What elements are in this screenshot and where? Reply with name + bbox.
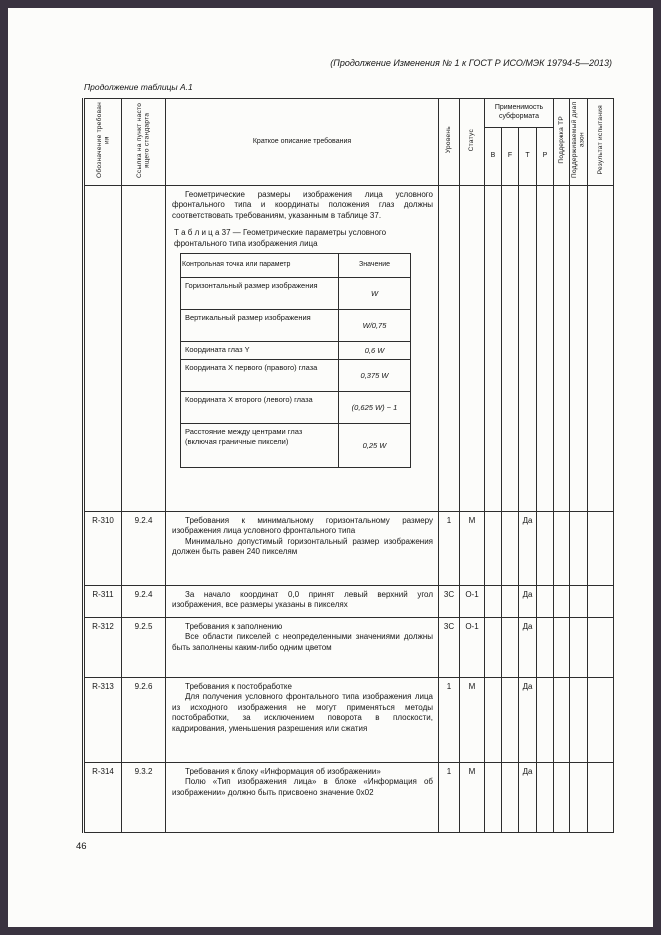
subformat-t-cell: Да xyxy=(519,617,537,677)
tr-support-cell xyxy=(554,185,570,511)
header-description: Краткое описание требования xyxy=(166,99,439,186)
inner-param: Горизонтальный размер изображения xyxy=(181,278,339,310)
subformat-t-cell: Да xyxy=(519,677,537,762)
subformat-t-cell xyxy=(519,185,537,511)
status-cell: М xyxy=(460,677,485,762)
subformat-p-cell xyxy=(537,585,554,617)
req-desc-cell xyxy=(166,185,439,511)
header-level-label: Уровень xyxy=(445,126,453,154)
doc-header-note: (Продолжение Изменения № 1 к ГОСТ Р ИСО/МЭК 19794-5—2013) xyxy=(330,58,612,68)
level-cell: 1 xyxy=(439,511,460,585)
table-caption: Продолжение таблицы А.1 xyxy=(84,82,193,92)
req-desc-cell xyxy=(166,762,439,832)
table37-title: Т а б л и ц а 37 — Геометрические параметры условного фронтального типа изображения лица xyxy=(174,228,387,248)
desc-paragraph: Требования к заполнению xyxy=(185,621,283,631)
requirements-table xyxy=(82,98,614,833)
header-tr-support xyxy=(554,99,570,186)
tr-support-cell xyxy=(554,617,570,677)
tr-support-cell xyxy=(554,585,570,617)
document-page xyxy=(8,8,653,927)
result-cell xyxy=(588,677,614,762)
level-cell: 1 xyxy=(439,677,460,762)
req-id-cell: R-313 xyxy=(84,677,122,762)
desc-paragraph: Геометрические размеры изображения лица условного фронтального типа и координаты положения глаз должны соответствовать требованиям, указанным в таблице 37. xyxy=(172,189,433,220)
inner-param: Вертикальный размер изображения xyxy=(181,310,339,342)
tr-support-cell xyxy=(554,762,570,832)
subformat-p-cell xyxy=(537,511,554,585)
header-subformat: Применимость субформата xyxy=(485,99,554,128)
result-cell xyxy=(588,185,614,511)
subformat-b-cell xyxy=(485,185,502,511)
header-level xyxy=(439,99,460,186)
level-cell: 3С xyxy=(439,585,460,617)
req-id-cell: R-310 xyxy=(84,511,122,585)
range-cell xyxy=(570,677,588,762)
subformat-b-cell xyxy=(485,617,502,677)
status-cell: О-1 xyxy=(460,585,485,617)
header-reference-label: Ссылка на пункт настоящего стандарта xyxy=(136,102,151,178)
inner-value: 0,375 W xyxy=(339,360,411,392)
header-range-label: Поддерживаемый диапазон xyxy=(571,101,586,179)
status-cell: О-1 xyxy=(460,617,485,677)
desc-paragraph: Полю «Тип изображения лица» в блоке «Информация об изображении» должно быть присвоено значение 0х02 xyxy=(172,777,433,797)
tr-support-cell xyxy=(554,511,570,585)
req-id-cell: R-312 xyxy=(84,617,122,677)
subformat-t-cell: Да xyxy=(519,585,537,617)
range-cell xyxy=(570,185,588,511)
inner-header-param: Контрольная точка или параметр xyxy=(181,254,339,278)
level-cell xyxy=(439,185,460,511)
range-cell xyxy=(570,617,588,677)
range-cell xyxy=(570,762,588,832)
inner-row xyxy=(181,392,411,424)
req-id-cell xyxy=(84,185,122,511)
inner-value: 0,25 W xyxy=(339,424,411,468)
header-reference xyxy=(122,99,166,186)
result-cell xyxy=(588,511,614,585)
inner-row xyxy=(181,342,411,360)
desc-paragraph: Минимально допустимый горизонтальный размер изображения должен быть равен 240 пикселям xyxy=(172,536,433,556)
range-cell xyxy=(570,585,588,617)
inner-value: W/0,75 xyxy=(339,310,411,342)
header-designation xyxy=(84,99,122,186)
header-status xyxy=(460,99,485,186)
subformat-p-cell xyxy=(537,762,554,832)
subformat-b-cell xyxy=(485,677,502,762)
inner-value: (0,625 W) − 1 xyxy=(339,392,411,424)
subformat-t-cell: Да xyxy=(519,511,537,585)
req-desc-cell xyxy=(166,585,439,617)
clause-ref-cell: 9.2.6 xyxy=(122,677,166,762)
req-desc-cell xyxy=(166,677,439,762)
header-tr-support-label: Поддержка ТР xyxy=(557,116,565,164)
clause-ref-cell: 9.2.5 xyxy=(122,617,166,677)
inner-header-value: Значение xyxy=(339,254,411,278)
header-range xyxy=(570,99,588,186)
inner-row xyxy=(181,310,411,342)
desc-paragraph: Требования к блоку «Информация об изображении» xyxy=(185,766,381,776)
inner-value: W xyxy=(339,278,411,310)
clause-ref-cell: 9.2.4 xyxy=(122,511,166,585)
result-cell xyxy=(588,617,614,677)
inner-row xyxy=(181,278,411,310)
table-row xyxy=(84,762,614,832)
header-subformat-f: F xyxy=(502,127,519,185)
header-result-label: Результат испытания xyxy=(596,105,604,175)
clause-ref-cell: 9.2.4 xyxy=(122,585,166,617)
result-cell xyxy=(588,585,614,617)
subformat-f-cell xyxy=(502,585,519,617)
inner-row xyxy=(181,424,411,468)
inner-param: Координата X второго (левого) глаза xyxy=(181,392,339,424)
inner-param: Координата X первого (правого) глаза xyxy=(181,360,339,392)
req-desc-cell xyxy=(166,511,439,585)
header-result xyxy=(588,99,614,186)
subformat-p-cell xyxy=(537,677,554,762)
subformat-t-cell: Да xyxy=(519,762,537,832)
header-designation-label: Обозначение требования xyxy=(95,101,110,179)
req-desc-cell xyxy=(166,617,439,677)
status-cell: М xyxy=(460,511,485,585)
req-id-cell: R-314 xyxy=(84,762,122,832)
table-row xyxy=(84,585,614,617)
header-subformat-p: P xyxy=(537,127,554,185)
clause-ref-cell xyxy=(122,185,166,511)
header-subformat-b: B xyxy=(485,127,502,185)
subformat-b-cell xyxy=(485,511,502,585)
result-cell xyxy=(588,762,614,832)
inner-row xyxy=(181,360,411,392)
subformat-b-cell xyxy=(485,762,502,832)
table-row xyxy=(84,677,614,762)
clause-ref-cell: 9.3.2 xyxy=(122,762,166,832)
subformat-p-cell xyxy=(537,185,554,511)
range-cell xyxy=(570,511,588,585)
level-cell: 3С xyxy=(439,617,460,677)
desc-paragraph: Требования к постобработке xyxy=(185,681,292,691)
req-id-cell: R-311 xyxy=(84,585,122,617)
table-row xyxy=(84,617,614,677)
desc-paragraph: Требования к минимальному горизонтальному размеру изображения лица условного фронтального типа xyxy=(172,515,433,535)
status-cell xyxy=(460,185,485,511)
header-subformat-t: T xyxy=(519,127,537,185)
status-cell: М xyxy=(460,762,485,832)
table37-geometry xyxy=(180,253,411,468)
desc-paragraph: Все области пикселей с неопределенными значениями должны быть заполнены каким-либо одним цветом xyxy=(172,632,433,652)
inner-param: Расстояние между центрами глаз (включая граничные пиксели) xyxy=(181,424,339,468)
subformat-f-cell xyxy=(502,617,519,677)
subformat-f-cell xyxy=(502,677,519,762)
tr-support-cell xyxy=(554,677,570,762)
desc-paragraph: За начало координат 0,0 принят левый верхний угол изображения, все размеры указаны в пикселях xyxy=(172,589,433,609)
page-number: 46 xyxy=(76,841,87,852)
table-row-continuation xyxy=(84,185,614,511)
inner-param: Координата глаз Y xyxy=(181,342,339,360)
subformat-p-cell xyxy=(537,617,554,677)
desc-paragraph: Для получения условного фронтального типа изображения лица из исходного изображения не могут применяться методы постобработки, за исключением поворота в плоскости, кадрирования, уменьшения разрешения или сжатия xyxy=(172,692,433,733)
header-status-label: Статус xyxy=(468,128,476,152)
inner-value: 0,6 W xyxy=(339,342,411,360)
table-header xyxy=(84,99,614,186)
subformat-b-cell xyxy=(485,585,502,617)
level-cell: 1 xyxy=(439,762,460,832)
subformat-f-cell xyxy=(502,185,519,511)
subformat-f-cell xyxy=(502,511,519,585)
subformat-f-cell xyxy=(502,762,519,832)
table-row xyxy=(84,511,614,585)
